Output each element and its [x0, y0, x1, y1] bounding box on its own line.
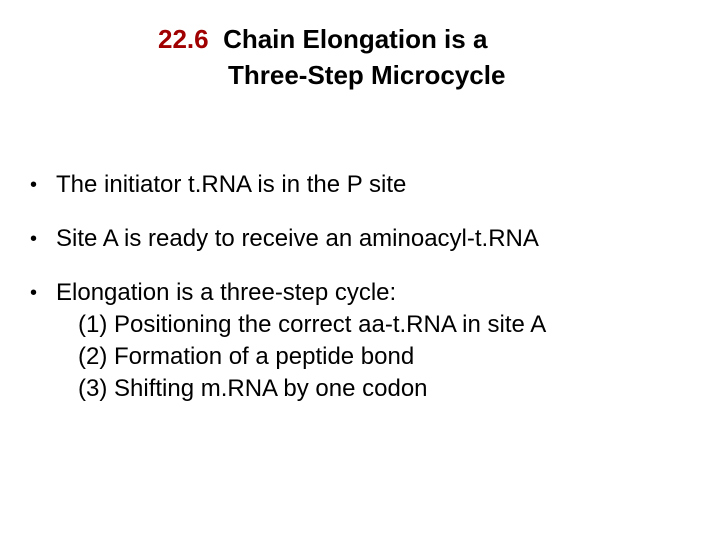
- bullet-marker: •: [30, 228, 38, 250]
- bullet-text: Elongation is a three-step cycle:: [56, 279, 397, 306]
- bullet-item-elongation: [30, 278, 700, 404]
- bullet-text: Site A is ready to receive an aminoacyl-t.RNA: [56, 225, 539, 252]
- bullet-marker: •: [30, 282, 38, 304]
- step-item-3: (3) Shifting m.RNA by one codon: [78, 375, 428, 402]
- bullet-list: [30, 170, 700, 428]
- title-line-2: Three-Step Microcycle: [228, 60, 506, 90]
- section-number: 22.6: [158, 24, 209, 54]
- bullet-item-initiator: [30, 170, 700, 200]
- title-line-1: [158, 22, 487, 56]
- bullet-text: The initiator t.RNA is in the P site: [56, 171, 407, 198]
- bullet-marker: •: [30, 174, 38, 196]
- bullet-item-site-a: [30, 224, 700, 254]
- title-line-1-text: Chain Elongation is a: [223, 24, 488, 54]
- step-list: [56, 310, 700, 404]
- step-item-1: (1) Positioning the correct aa-t.RNA in site A: [78, 311, 547, 338]
- step-item-2: (2) Formation of a peptide bond: [78, 343, 415, 370]
